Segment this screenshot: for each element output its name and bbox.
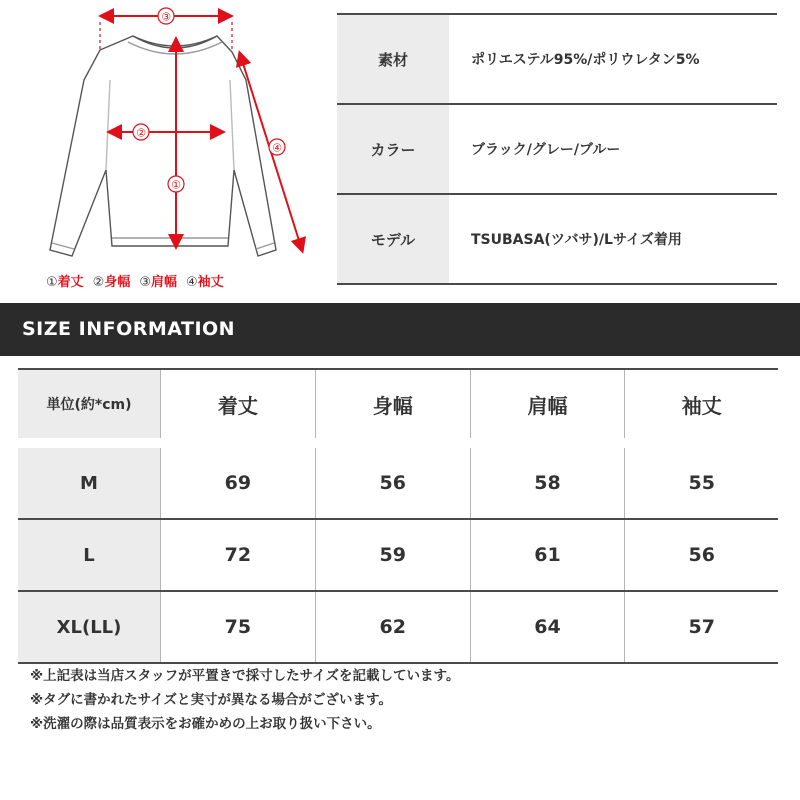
table-cell: 62	[315, 591, 470, 663]
diagram-legend	[46, 271, 306, 293]
size-information-banner: SIZE INFORMATION	[0, 303, 800, 356]
notes	[30, 664, 770, 736]
unit-label: 単位(約*cm)	[18, 369, 161, 443]
spec-key: モデル	[337, 194, 449, 284]
garment-diagram	[0, 0, 320, 300]
sweater-outline	[50, 36, 276, 256]
spec-key: 素材	[337, 14, 449, 104]
table-cell: 56	[625, 519, 778, 591]
table-cell: 75	[161, 591, 316, 663]
marker-2: ②	[136, 126, 146, 140]
size-label: M	[18, 443, 161, 519]
note-line: ※洗濯の際は品質表示をお確かめの上お取り扱い下さい。	[30, 716, 381, 732]
spec-value: TSUBASA(ツバサ)/Lサイズ着用	[449, 194, 777, 284]
table-row	[18, 519, 778, 591]
spec-value: ポリエステル95%/ポリウレタン5%	[449, 14, 777, 104]
table-cell: 59	[315, 519, 470, 591]
legend-item-3: ③肩幅	[139, 275, 178, 290]
size-table	[18, 368, 778, 664]
spec-value: ブラック/グレー/ブルー	[449, 104, 777, 194]
column-header-sleeve-length: 袖丈	[625, 369, 778, 443]
marker-4: ④	[272, 141, 282, 155]
legend-item-1: ①着丈	[46, 275, 84, 290]
marker-1: ①	[171, 178, 181, 192]
table-cell: 56	[315, 443, 470, 519]
size-label: XL(LL)	[18, 591, 161, 663]
marker-3: ③	[161, 10, 171, 24]
spec-key: カラー	[337, 104, 449, 194]
column-header-body-width: 身幅	[315, 369, 470, 443]
table-cell: 55	[625, 443, 778, 519]
table-cell: 58	[470, 443, 625, 519]
note-line: ※タグに書かれたサイズと実寸が異なる場合がございます。	[30, 692, 392, 708]
size-table-header	[18, 369, 778, 443]
column-header-shoulder-width: 肩幅	[470, 369, 625, 443]
spec-row-color	[337, 104, 777, 194]
table-cell: 69	[161, 443, 316, 519]
table-cell: 64	[470, 591, 625, 663]
spec-row-material	[337, 14, 777, 104]
table-cell: 61	[470, 519, 625, 591]
table-row	[18, 443, 778, 519]
note-line: ※上記表は当店スタッフが平置きで採寸したサイズを記載しています。	[30, 668, 460, 684]
table-cell: 72	[161, 519, 316, 591]
legend-item-2: ②身幅	[92, 275, 131, 290]
spec-row-model	[337, 194, 777, 284]
column-header-length: 着丈	[161, 369, 316, 443]
table-cell: 57	[625, 591, 778, 663]
product-spec-table	[337, 13, 777, 285]
legend-item-4: ④袖丈	[186, 275, 224, 290]
table-row	[18, 591, 778, 663]
size-label: L	[18, 519, 161, 591]
